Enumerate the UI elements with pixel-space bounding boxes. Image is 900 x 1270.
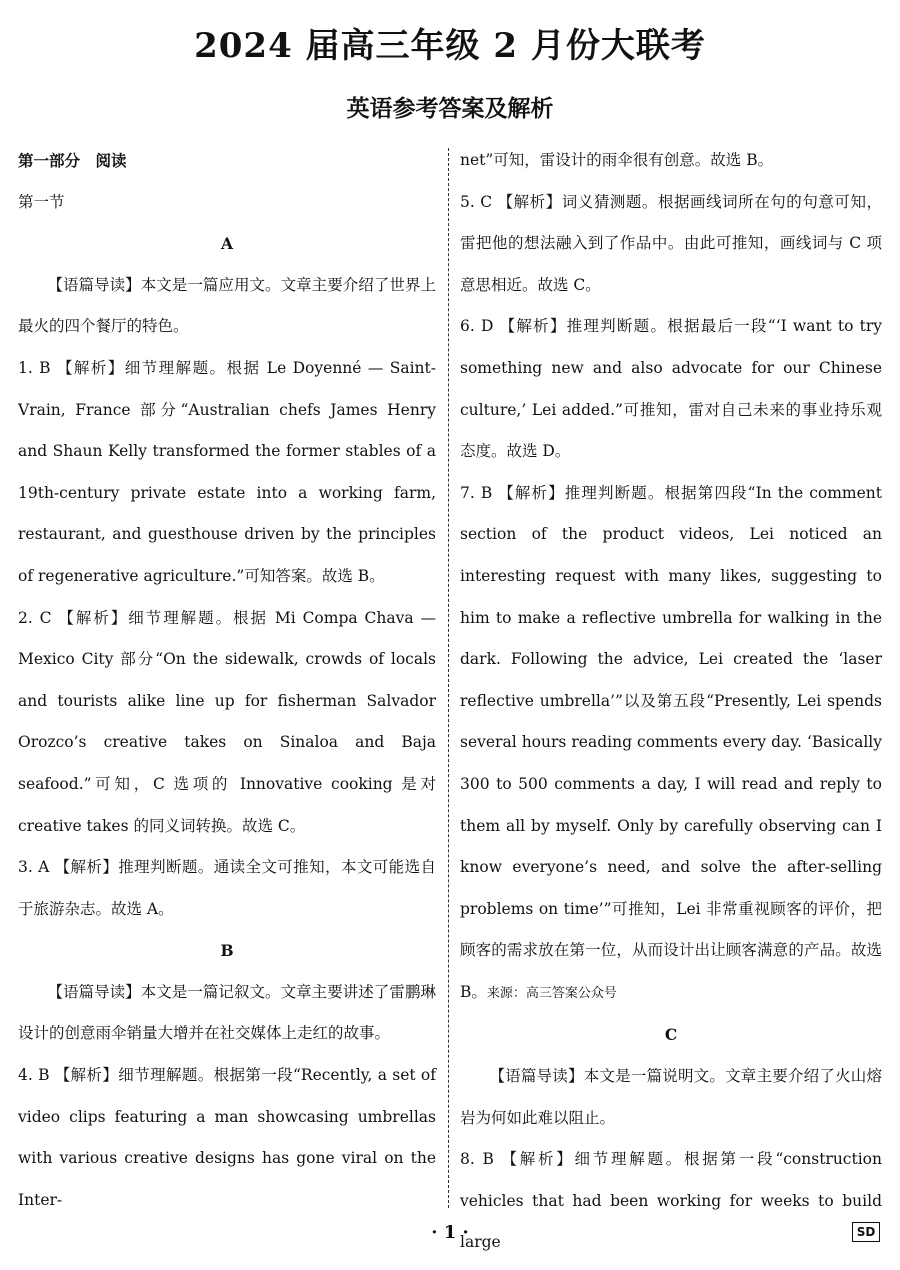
- left-column: [18, 140, 436, 1221]
- province-badge: SD: [852, 1222, 880, 1242]
- right-column: [460, 140, 882, 1264]
- passage-a-intro: 【语篇导读】本文是一篇应用文。文章主要介绍了世界上最火的四个餐厅的特色。: [18, 275, 436, 336]
- answer-item-1: 1. B 【解析】细节理解题。根据 Le Doyenné — Saint-Vrain, France 部分“Australian chefs James Henry and Shaun Kelly transformed the former stables of a 19th-century private estate into a working farm, restaurant, and guesthouse driven by the principles of regenerative agriculture.”可知答案。故选 B。: [18, 358, 436, 585]
- passage-c-label: C: [664, 1025, 678, 1045]
- answer-item-8: 8. B 【解析】细节理解题。根据第一段“construction vehicles that had been working for weeks to build large: [460, 1150, 882, 1252]
- answer-item-4: 4. B 【解析】细节理解题。根据第一段“Recently, a set of video clips featuring a man showcasing umbrellas with various creative designs has gone viral on the Inter-: [18, 1066, 436, 1209]
- page-number: · 1 ·: [431, 1222, 469, 1243]
- passage-b-intro: 【语篇导读】本文是一篇记叙文。文章主要讲述了雷鹏琳设计的创意雨伞销量大增并在社交媒体上走红的故事。: [18, 982, 436, 1043]
- answer-item-4-continued: net”可知，雷设计的雨伞很有创意。故选 B。: [460, 151, 774, 169]
- passage-a-label: A: [220, 234, 234, 254]
- section-heading: 第一节: [18, 192, 65, 211]
- source-note: 来源：高三答案公众号: [486, 985, 617, 1001]
- answer-item-7-block: [460, 473, 882, 1015]
- column-divider: [448, 148, 449, 1208]
- answer-item-7: 7. B 【解析】推理判断题。根据第四段“In the comment section of the product videos, Lei noticed an interesting request with many likes, suggesting to him to make a reflective umbrella for walking in the dark. Following the advice, Lei created the ‘laser reflective umbrella’”以及第五段“Presently, Lei spends several hours reading comments every day. ‘Basically 300 to 500 comments a day, I will read and reply to them all by myself. Only by carefully observing can I know everyone’s need, and solve the after-selling problems on time’”可推知，Lei 非常重视顾客的评价，把顾客的需求放在第一位，从而设计出让顾客满意的产品。故选 B。: [460, 483, 882, 1001]
- part-heading: 第一部分 阅读: [18, 151, 127, 170]
- page-subtitle: 英语参考答案及解析: [346, 95, 554, 122]
- passage-b-label: B: [220, 941, 234, 961]
- answer-item-5: 5. C 【解析】词义猜测题。根据画线词所在句的句意可知，雷把他的想法融入到了作品中。由此可推知，画线词与 C 项意思相近。故选 C。: [460, 192, 882, 294]
- answer-item-2: 2. C 【解析】细节理解题。根据 Mi Compa Chava — Mexico City 部分“On the sidewalk, crowds of locals and tourists alike line up for fisherman Salvador Orozco’s creative takes on Sinaloa and Baja seafood.”可知，C 选项的 Innovative cooking 是对 creative takes 的同义词转换。故选 C。: [18, 608, 436, 835]
- page-title: 2024 届高三年级 2 月份大联考: [194, 26, 706, 66]
- answer-item-6: 6. D 【解析】推理判断题。根据最后一段“‘I want to try something new and also advocate for our Chinese culture,’ Lei added.”可推知，雷对自己未来的事业持乐观态度。故选 D。: [460, 317, 882, 461]
- passage-c-intro: 【语篇导读】本文是一篇说明文。文章主要介绍了火山熔岩为何如此难以阻止。: [460, 1067, 882, 1127]
- answer-item-3: 3. A 【解析】推理判断题。通读全文可推知，本文可能选自于旅游杂志。故选 A。: [18, 858, 436, 918]
